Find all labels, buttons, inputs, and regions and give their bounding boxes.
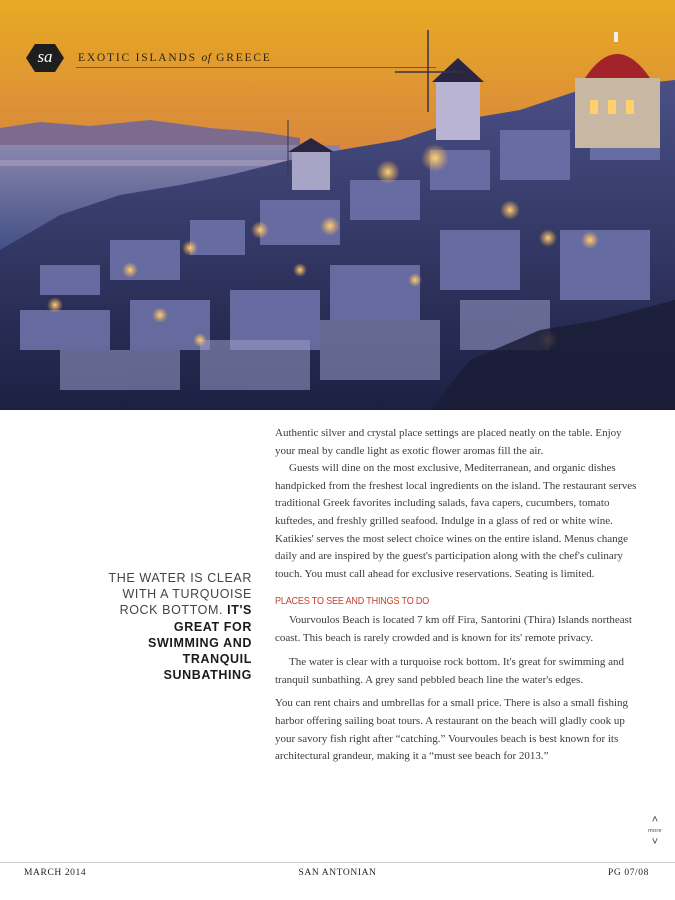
more-pager[interactable] bbox=[644, 815, 666, 847]
hero-photo bbox=[0, 0, 675, 410]
pull-quote-bold: IT'S GREAT FOR SWIMMING AND TRANQUIL SUNBATHING bbox=[148, 603, 252, 683]
section-title bbox=[78, 52, 272, 64]
footer-publication: SAN ANTONIAN bbox=[298, 868, 377, 878]
paragraph: The water is clear with a turquoise rock bottom. It's great for swimming and tranquil sunbathing. A grey sand pebbled beach line the water's edges. bbox=[275, 656, 624, 686]
pull-quote bbox=[100, 570, 252, 683]
chevron-down-icon[interactable]: ˅ bbox=[651, 836, 659, 848]
footer-page-number: PG 07/08 bbox=[608, 868, 649, 878]
paragraph: Authentic silver and crystal place settings are placed neatly on the table. Enjoy your meal by candle light as exotic flower aromas fill the air. bbox=[275, 427, 622, 457]
paragraph: You can rent chairs and umbrellas for a small price. There is also a small fishing harbor offering sailing boat tours. A restaurant on the beach will gladly cook up your savory fish right after “catching.” Vourvoules beach is best known for its architectural grandeur, making it a “must see beach for 2013.” bbox=[275, 697, 629, 763]
article-body bbox=[275, 425, 637, 766]
section-heading: PLACES TO SEE AND THINGS TO DO bbox=[275, 595, 430, 608]
chevron-up-icon[interactable]: ˄ bbox=[651, 814, 659, 826]
page-footer bbox=[0, 868, 675, 888]
pull-quote-light: THE WATER IS CLEAR WITH A TURQUOISE ROCK BOTTOM. bbox=[108, 571, 252, 618]
footer-date: MARCH 2014 bbox=[24, 868, 87, 878]
title-of: of bbox=[201, 52, 212, 64]
paragraph: Vourvoulos Beach is located 7 km off Fira, Santorini (Thira) Islands northeast coast. This beach is rarely crowded and is known for its' remote privacy. bbox=[275, 613, 632, 644]
title-suffix: GREECE bbox=[211, 52, 272, 64]
logo[interactable] bbox=[26, 44, 64, 72]
header-rule bbox=[76, 67, 436, 68]
footer-divider bbox=[0, 862, 675, 863]
more-label[interactable]: more bbox=[648, 828, 662, 834]
paragraph: Guests will dine on the most exclusive, Mediterranean, and organic dishes handpicked from the freshest local ingredients on the island. The restaurant serves traditional Greek favorites including salads, fava capers, cucumbers, tomato kuftedes, and freshly grilled seafood. Indulge in a glass of red or white wine. Katikies' serves the most select choice wines on the entire island. Menus change daily and are inspired by the guest's participation along with the chef's culinary touch. You must call ahead for exclusive reservations. Seating is limited. bbox=[275, 462, 637, 580]
title-prefix: EXOTIC ISLANDS bbox=[78, 52, 202, 64]
logo-text: sa bbox=[37, 47, 53, 66]
